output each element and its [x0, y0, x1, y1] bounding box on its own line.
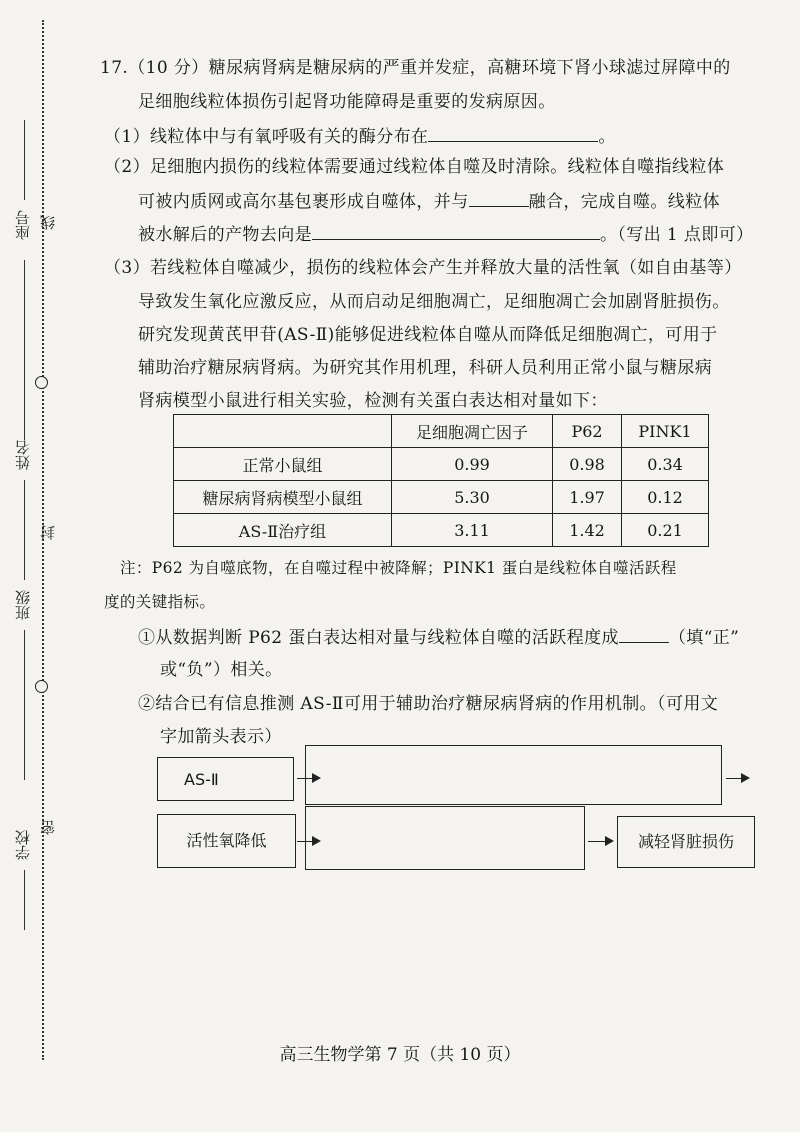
answer-blank-4[interactable]: [619, 624, 669, 643]
flow-box-as2: [157, 757, 294, 801]
subq1-text: ①从数据判断 P62 蛋白表达相对量与线粒体自噬的活跃程度成: [138, 628, 619, 648]
part2-text-d: 。（写出 1 点即可）: [600, 225, 754, 245]
flow-answer-box-2[interactable]: [305, 806, 585, 870]
table-cell: 糖尿病肾病模型小鼠组: [174, 481, 392, 514]
table-cell: 0.99: [392, 448, 553, 481]
seat-label: 座号: [14, 210, 32, 240]
flow-box-kidney: [617, 816, 755, 868]
table-cell: AS-Ⅱ治疗组: [174, 514, 392, 547]
table-header-cell: P62: [553, 415, 622, 448]
table-header-cell: 足细胞凋亡因子: [392, 415, 553, 448]
subq1-line1: [138, 624, 739, 650]
table-row: [174, 481, 709, 514]
expression-table: [173, 414, 709, 547]
binding-hole-bottom: [35, 680, 48, 693]
table-cell: 0.34: [622, 448, 709, 481]
table-cell: 0.12: [622, 481, 709, 514]
question-intro: 足细胞线粒体损伤引起肾功能障碍是重要的发病原因。: [138, 92, 556, 112]
part3-line4: 辅助治疗糖尿病肾病。为研究其作用机理，科研人员利用正常小鼠与糖尿病: [138, 358, 713, 378]
table-cell: 0.98: [553, 448, 622, 481]
line-label: 线: [39, 215, 57, 230]
question-header: 17.（10 分）糖尿病肾病是糖尿病的严重并发症，高糖环境下肾小球滤过屏障中的: [100, 58, 731, 78]
table-note-line2: 度的关键指标。: [104, 593, 216, 611]
part2-text-b: 融合，完成自噬。线粒体: [528, 192, 721, 212]
part2-text-a: 可被内质网或高尔基包裹形成自噬体，并与: [138, 192, 469, 212]
part1-text: （1）线粒体中与有氧呼吸有关的酶分布在: [104, 127, 429, 147]
flow-box-as2-label: AS-Ⅱ: [184, 770, 219, 789]
part2-line2: [138, 188, 720, 214]
table-note-line1: 注：P62 为自噬底物，在自噬过程中被降解；PINK1 蛋白是线粒体自噬活跃程: [120, 559, 677, 577]
part3-line1: （3）若线粒体自噬减少，损伤的线粒体会产生并释放大量的活性氧（如自由基等）: [104, 258, 742, 278]
seat-blank: [24, 120, 25, 200]
class-label: 班级: [14, 590, 32, 620]
part1-end: 。: [598, 127, 616, 147]
answer-blank-1[interactable]: [428, 123, 598, 142]
school-blank: [24, 870, 25, 930]
part2-text-c: 被水解后的产物去向是: [138, 225, 312, 245]
flow-arrow-2: [726, 778, 748, 779]
table-cell: 0.21: [622, 514, 709, 547]
school-label: 学校: [14, 830, 32, 860]
secret-label: 密: [39, 820, 57, 835]
table-header-row: [174, 415, 709, 448]
table-cell: 5.30: [392, 481, 553, 514]
subq2-line1: ②结合已有信息推测 AS-Ⅱ可用于辅助治疗糖尿病肾病的作用机制。（可用文: [138, 694, 719, 714]
name-label: 姓名: [14, 440, 32, 470]
table-header-cell: [174, 415, 392, 448]
table-header-cell: PINK1: [622, 415, 709, 448]
table-cell: 1.97: [553, 481, 622, 514]
name-blank: [24, 480, 25, 580]
subq2-line2: 字加箭头表示）: [160, 727, 282, 747]
subq1-line2: 或“负”）相关。: [160, 660, 283, 680]
page-footer: 高三生物学第 7 页（共 10 页）: [279, 1045, 521, 1065]
flow-box-ros-label: 活性氧降低: [186, 831, 267, 850]
table-cell: 1.42: [553, 514, 622, 547]
seal-label: 封: [39, 525, 57, 540]
binding-hole-top: [35, 376, 48, 389]
table-cell: 3.11: [392, 514, 553, 547]
class-blank: [24, 630, 25, 780]
part1: [104, 123, 616, 149]
part3-line3: 研究发现黄芪甲苷(AS-Ⅱ)能够促进线粒体自噬从而降低足细胞凋亡，可用于: [138, 325, 718, 345]
subq1-hint: （填“正”: [668, 628, 740, 648]
table-cell: 正常小鼠组: [174, 448, 392, 481]
part2-line3: [138, 221, 754, 247]
answer-blank-3[interactable]: [312, 221, 600, 240]
flow-box-kidney-label: 减轻肾脏损伤: [637, 832, 734, 851]
flow-answer-box-1[interactable]: [305, 745, 722, 805]
part3-line5: 肾病模型小鼠进行相关实验，检测有关蛋白表达相对量如下：: [138, 391, 608, 411]
binding-dotted-line: [42, 20, 44, 1060]
part3-line2: 导致发生氧化应激反应，从而启动足细胞凋亡，足细胞凋亡会加剧肾脏损伤。: [138, 292, 730, 312]
table-row: [174, 514, 709, 547]
flow-box-ros: [157, 814, 296, 868]
name-blank-top: [24, 260, 25, 440]
flow-arrow-4: [588, 841, 612, 842]
answer-blank-2[interactable]: [469, 188, 529, 207]
part2-line1: （2）足细胞内损伤的线粒体需要通过线粒体自噬及时清除。线粒体自噬指线粒体: [104, 157, 725, 177]
table-row: [174, 448, 709, 481]
